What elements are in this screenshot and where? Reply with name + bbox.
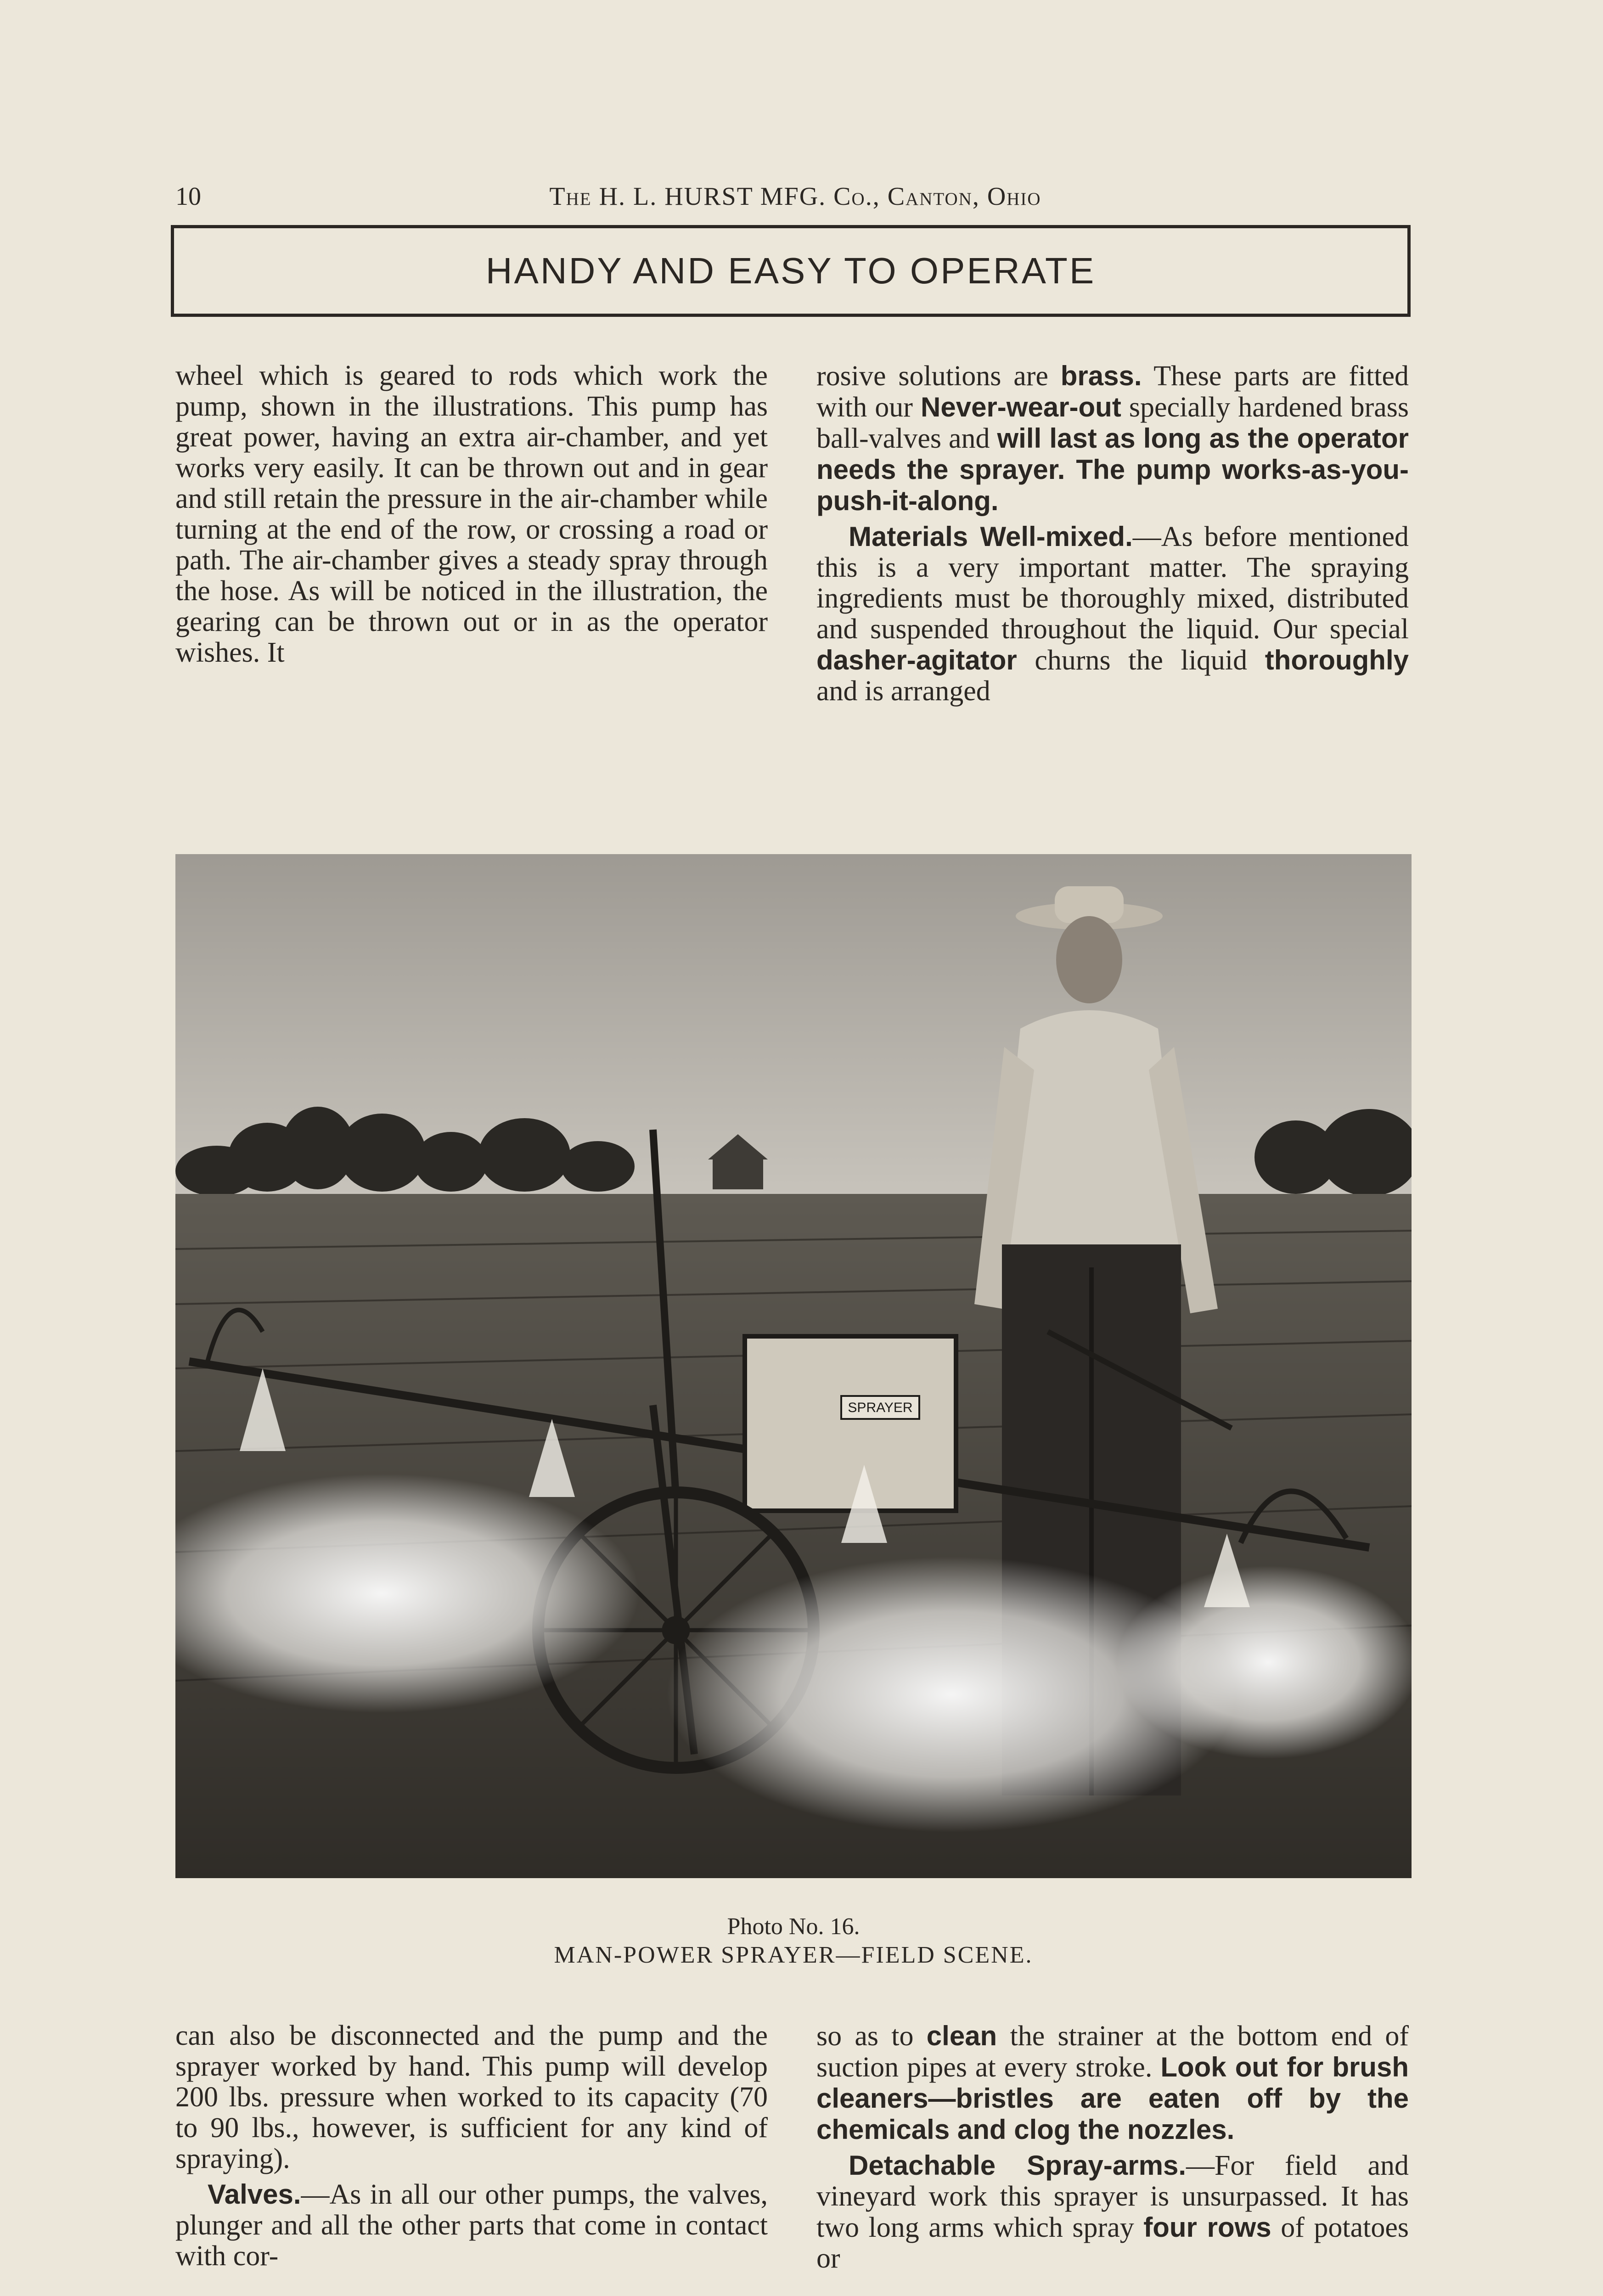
- running-title: The H. L. HURST MFG. Co., Canton, Ohio: [549, 182, 1041, 211]
- page-number: 10: [175, 182, 201, 211]
- text-run: so as to: [816, 2020, 927, 2052]
- bold-run: dasher-agitator: [816, 645, 1017, 675]
- section-title-box: [171, 225, 1411, 317]
- text-run: rosive solutions are: [816, 360, 1061, 392]
- field-scene-photo: [175, 854, 1412, 1878]
- text-run: churns the liquid: [1017, 645, 1265, 676]
- column-top-left: [175, 360, 768, 668]
- paragraph: can also be disconnected and the pump and the sprayer worked by hand. This pump will develop 200 lbs. pressure when worked to its capacity (70 to 90 lbs., however, is sufficient for any kind of spraying).: [175, 2020, 768, 2174]
- bold-run: clean: [926, 2020, 997, 2051]
- text-run: —As before mentioned this is a very important matter. The spraying ingredients must be thoroughly mixed, distributed and suspended throughout the liquid. Our special: [816, 521, 1409, 645]
- paragraph: [816, 2020, 1409, 2145]
- text-run: of potatoes or: [816, 2212, 1409, 2274]
- section-title: HANDY AND EASY TO OPERATE: [485, 250, 1096, 291]
- sprayer-label: SPRAYER: [848, 1400, 913, 1415]
- bold-run: thoroughly: [1265, 645, 1409, 675]
- paragraph: wheel which is geared to rods which work the pump, shown in the illustrations. This pump has great power, having an extra air-chamber, and yet works very easily. It can be thrown out and in gear and still retain the pressure in the air-chamber while turning at the end of the row, or crossing a road or path. The air-chamber gives a steady spray through the hose. As will be noticed in the illustration, the gearing can be thrown out or in as the operator wishes. It: [175, 360, 768, 668]
- running-head: [175, 182, 1415, 219]
- text-run: the strainer at the bottom end of suction pipes at every stroke.: [816, 2020, 1409, 2083]
- paragraph: [175, 2179, 768, 2272]
- run-in-heading: Valves.: [208, 2179, 301, 2210]
- photo-caption: [175, 1913, 1412, 1970]
- paragraph: [816, 521, 1409, 707]
- bold-run: Never-wear-out: [921, 392, 1121, 422]
- column-bottom-left: [175, 2020, 768, 2272]
- bold-run: brass.: [1060, 360, 1142, 391]
- column-bottom-right: [816, 2020, 1409, 2274]
- run-in-heading: Detachable Spray-arms.: [849, 2150, 1187, 2181]
- paragraph: [816, 360, 1409, 517]
- caption-line-1: Photo No. 16.: [727, 1913, 860, 1940]
- text-run: —As in all our other pumps, the valves, plunger and all the other parts that come in contact with cor-: [175, 2179, 768, 2272]
- bold-run: will last as long as the operator needs the sprayer. The pump works-as-you-push-it-along.: [816, 423, 1409, 516]
- paragraph: [816, 2150, 1409, 2274]
- text-run: specially hardened brass ball-valves and: [816, 392, 1409, 454]
- text-run: —For field and vineyard work this sprayer is unsurpassed. It has two long arms which spray: [816, 2150, 1409, 2243]
- text-run: and is arranged: [816, 675, 990, 707]
- text-run: These parts are fitted with our: [816, 360, 1409, 423]
- column-top-right: [816, 360, 1409, 707]
- caption-line-2: MAN-POWER SPRAYER—FIELD SCENE.: [554, 1942, 1033, 1968]
- bold-run: Look out for brush cleaners—bristles are eaten off by the chemicals and clog the nozzles.: [816, 2052, 1409, 2145]
- bold-run: four rows: [1143, 2212, 1271, 2243]
- run-in-heading: Materials Well-mixed.: [849, 521, 1133, 552]
